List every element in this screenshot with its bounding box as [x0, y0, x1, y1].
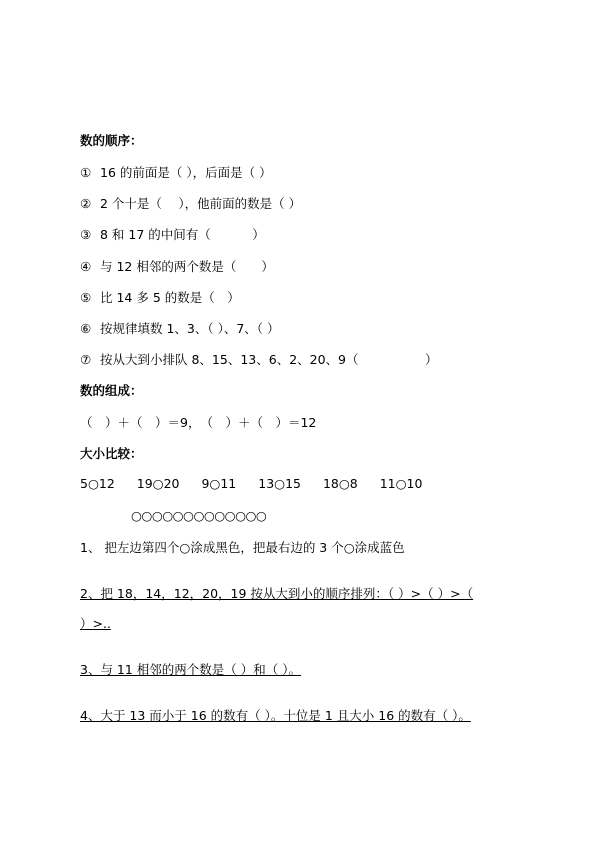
- item-marker: ⑤: [80, 290, 92, 305]
- compare-row: [80, 476, 422, 491]
- item-text: 比 14 多 5 的数是（ ）: [100, 290, 240, 305]
- item-marker: ⑥: [80, 321, 92, 336]
- item-text: 16 的前面是（ ），后面是（ ）: [100, 165, 272, 180]
- item-text: 按从大到小排队 8、15、13、6、2、20、9（ ）: [100, 352, 438, 367]
- item-text: 2 个十是（ ），他前面的数是（ ）: [100, 196, 302, 211]
- question-2-line-2: ）>..: [80, 616, 111, 631]
- compare-item: 9○11: [201, 476, 237, 491]
- compare-item: 19○20: [136, 476, 180, 491]
- composition-line: （ ）＋（ ）＝9， （ ）＋（ ）＝12: [80, 415, 317, 430]
- section-title-order: 数的顺序：: [80, 133, 143, 148]
- order-item-4: [80, 257, 274, 275]
- order-item-5: [80, 288, 240, 306]
- order-item-2: [80, 194, 301, 212]
- order-item-7: [80, 350, 437, 368]
- item-marker: ④: [80, 259, 92, 274]
- item-text: 8 和 17 的中间有（ ）: [100, 227, 265, 242]
- question-3: 3、与 11 相邻的两个数是（ ）和（ ）。: [80, 662, 302, 677]
- compare-item: 18○8: [322, 476, 358, 491]
- compare-item: 13○15: [258, 476, 301, 491]
- circles-row: ○○○○○○○○○○○○○: [131, 508, 267, 523]
- compare-item: 11○10: [379, 476, 423, 491]
- item-marker: ②: [80, 196, 92, 211]
- section-title-compare: 大小比较：: [80, 446, 143, 461]
- compare-item: 5○12: [80, 476, 115, 491]
- question-2-line-1: 2、把 18，14，12，20，19 按从大到小的顺序排列：（ ）>（ ）>（: [80, 586, 474, 601]
- question-4: 4、大于 13 而小于 16 的数有（ ）。十位是 1 且大小 16 的数有（ ）。: [80, 708, 471, 723]
- item-marker: ③: [80, 227, 92, 242]
- item-marker: ⑦: [80, 352, 92, 367]
- section-title-composition: 数的组成：: [80, 383, 143, 398]
- order-item-6: [80, 319, 280, 337]
- item-text: 按规律填数 1、3、（ ）、7、（ ）: [100, 321, 280, 336]
- order-item-3: [80, 225, 265, 243]
- order-item-1: [80, 163, 272, 181]
- item-marker: ①: [80, 165, 92, 180]
- item-text: 与 12 相邻的两个数是（ ）: [100, 259, 274, 274]
- question-1: 1、 把左边第四个○涂成黑色，把最右边的 3 个○涂成蓝色: [80, 540, 405, 555]
